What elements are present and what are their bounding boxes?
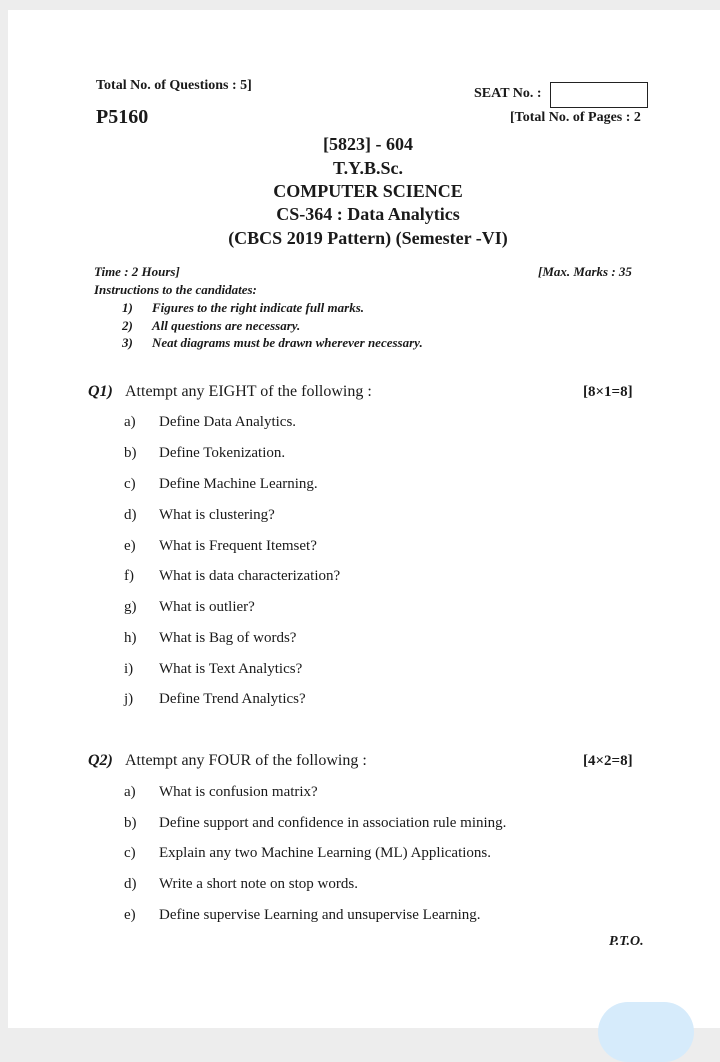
instruction-text: Figures to the right indicate full marks. <box>152 300 365 315</box>
instruction-number: 2) <box>122 318 133 333</box>
time-allowed: Time : 2 Hours] <box>94 264 180 279</box>
q1-item-text: What is outlier? <box>159 599 255 615</box>
q1-item-text: Define Machine Learning. <box>159 476 318 492</box>
seat-label: SEAT No. : <box>474 86 542 101</box>
q1-item-text: What is Bag of words? <box>159 630 297 646</box>
subject-name: COMPUTER SCIENCE <box>273 181 463 201</box>
q1-item-letter: j) <box>124 691 134 707</box>
q1-item-letter: a) <box>124 414 136 430</box>
instruction-number: 3) <box>122 335 133 350</box>
q1-item-text: What is data characterization? <box>159 568 341 584</box>
q1-item-text: What is Frequent Itemset? <box>159 538 317 554</box>
total-questions: Total No. of Questions : 5] <box>96 78 252 93</box>
instructions-title: Instructions to the candidates: <box>94 282 257 297</box>
q1-number: Q1) <box>88 383 113 400</box>
q1-item-letter: h) <box>124 630 137 646</box>
course-name: T.Y.B.Sc. <box>332 158 404 178</box>
paper-code: P5160 <box>96 106 149 128</box>
q1-prompt: Attempt any EIGHT of the following : <box>125 383 372 400</box>
q1-item-letter: i) <box>124 661 134 677</box>
q1-item-letter: d) <box>124 507 137 523</box>
q1-item-text: Define Trend Analytics? <box>159 691 306 707</box>
q1-marks: [8×1=8] <box>583 384 633 400</box>
q2-item-text: Write a short note on stop words. <box>159 876 358 892</box>
q2-item-letter: b) <box>124 815 137 831</box>
q2-item-text: What is confusion matrix? <box>159 784 318 800</box>
q2-number: Q2) <box>88 752 113 769</box>
pattern-semester: (CBCS 2019 Pattern) (Semester -VI) <box>228 228 508 248</box>
seat-number-box <box>550 82 648 108</box>
instruction-text: All questions are necessary. <box>152 318 301 333</box>
q1-item-letter: b) <box>124 445 137 461</box>
q1-item-letter: e) <box>124 538 136 554</box>
q2-item-letter: c) <box>124 845 136 861</box>
exam-code: [5823] - 604 <box>323 134 413 154</box>
q1-item-text: Define Tokenization. <box>159 445 286 461</box>
q1-item-text: What is Text Analytics? <box>159 661 303 677</box>
paper-title: CS-364 : Data Analytics <box>276 204 460 224</box>
max-marks: [Max. Marks : 35 <box>538 264 632 279</box>
q1-item-letter: f) <box>124 568 134 584</box>
q2-prompt: Attempt any FOUR of the following : <box>125 752 367 769</box>
q2-item-text: Define support and confidence in association rule mining. <box>159 815 507 831</box>
pto-label: P.T.O. <box>609 934 644 949</box>
floating-action-button[interactable] <box>598 1002 694 1062</box>
q1-item-letter: g) <box>124 599 137 615</box>
q2-item-text: Explain any two Machine Learning (ML) Applications. <box>159 845 491 861</box>
q2-marks: [4×2=8] <box>583 753 633 769</box>
q1-item-letter: c) <box>124 476 136 492</box>
q2-item-text: Define supervise Learning and unsupervise Learning. <box>159 907 481 923</box>
instruction-number: 1) <box>122 300 133 315</box>
q1-item-text: Define Data Analytics. <box>159 414 297 430</box>
q2-item-letter: d) <box>124 876 137 892</box>
q2-item-letter: a) <box>124 784 136 800</box>
instruction-text: Neat diagrams must be drawn wherever necessary. <box>152 335 423 350</box>
total-pages: [Total No. of Pages : 2 <box>510 110 641 125</box>
q1-item-text: What is clustering? <box>159 507 275 523</box>
q2-item-letter: e) <box>124 907 136 923</box>
